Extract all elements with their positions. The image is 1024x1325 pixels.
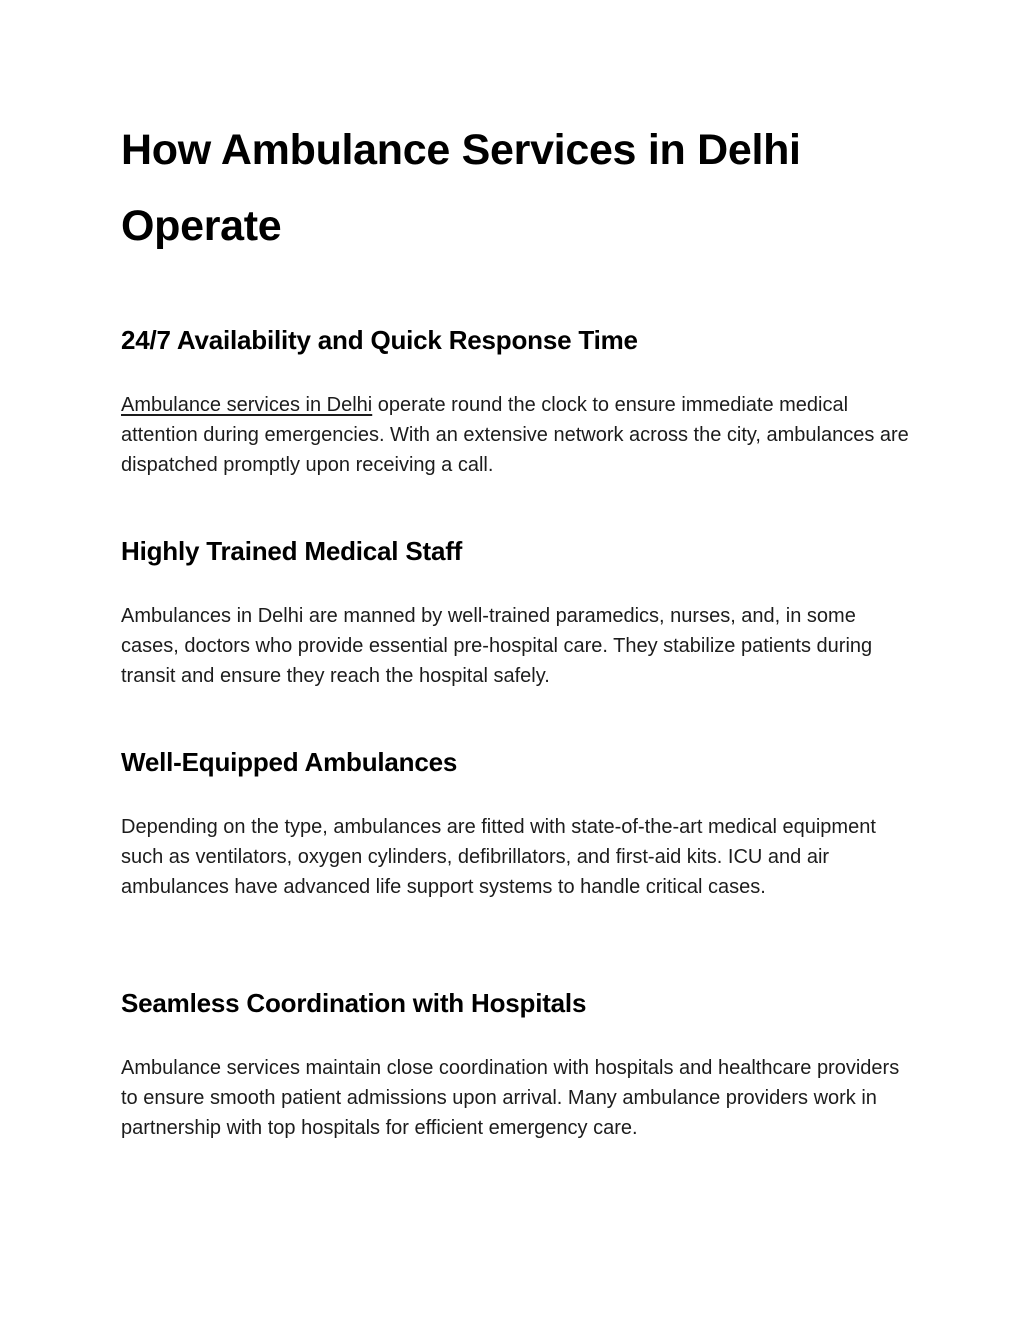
- section-paragraph: [121, 390, 911, 480]
- ambulance-services-link[interactable]: Ambulance services in Delhi: [121, 394, 373, 416]
- section-equipment: [121, 744, 911, 902]
- section-heading: Seamless Coordination with Hospitals: [121, 988, 587, 1018]
- section-paragraph: Ambulance services maintain close coordination with hospitals and healthcare providers to ensure smooth patient admissions upon arrival. Many ambulance providers work in partnership with top hospitals for efficient emergency care.: [121, 1057, 900, 1139]
- section-paragraph: Ambulances in Delhi are manned by well-trained paramedics, nurses, and, in some cases, doctors who provide essential pre-hospital care. They stabilize patients during transit and ensure they reach the hospital safely.: [121, 605, 873, 687]
- section-medical-staff: [121, 533, 911, 691]
- section-hospital-coordination: [121, 985, 911, 1143]
- section-availability: [121, 322, 911, 480]
- section-heading: 24/7 Availability and Quick Response Time: [121, 325, 638, 355]
- section-heading: Highly Trained Medical Staff: [121, 536, 463, 566]
- section-paragraph: Depending on the type, ambulances are fitted with state-of-the-art medical equipment such as ventilators, oxygen cylinders, defibrillators, and first-aid kits. ICU and air ambulances have advanced life support systems to handle critical cases.: [121, 816, 876, 898]
- section-heading: Well-Equipped Ambulances: [121, 747, 458, 777]
- paragraph-text: operate round the clock to ensure immediate medical attention during emergencies. With an extensive network across the city, ambulances are dispatched promptly upon receiving a call.: [121, 394, 909, 476]
- page-title: How Ambulance Services in Delhi Operate: [121, 126, 801, 250]
